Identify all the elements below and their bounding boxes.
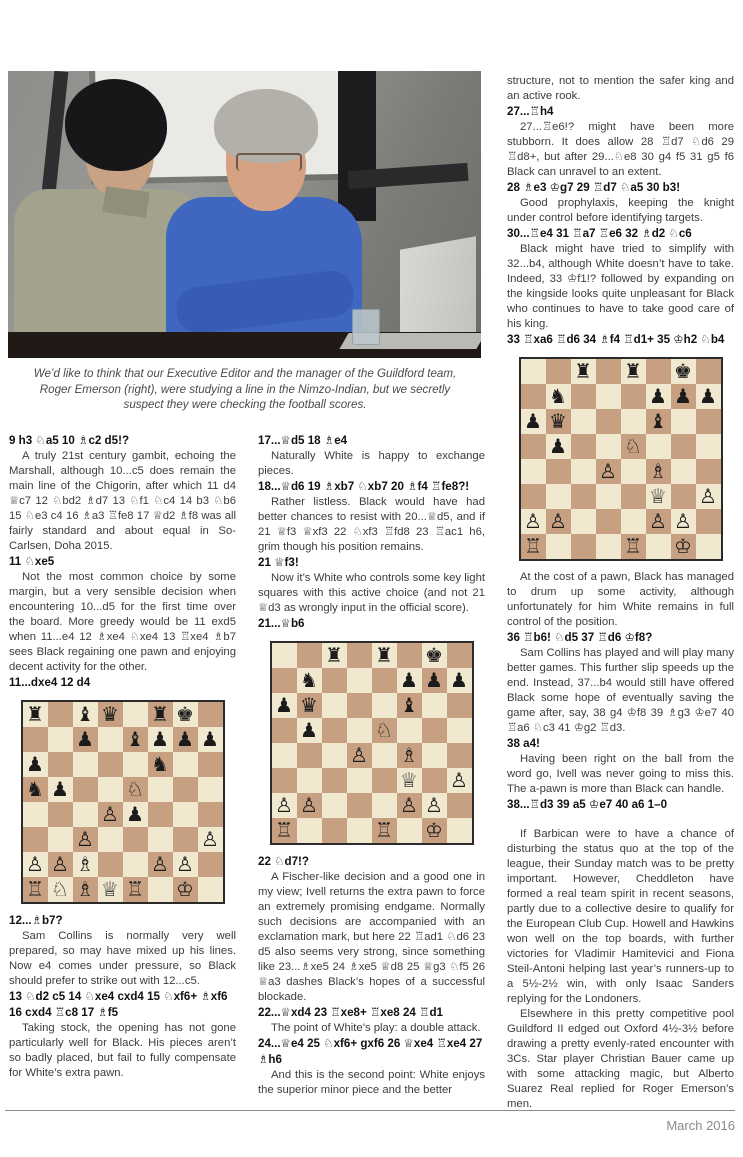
board-square: ♙ (73, 827, 98, 852)
commentary-paragraph: Elsewhere in this pretty competitive pool Guildford II edged out Oxford 4½-3½ before drawing a pretty evenly-rated encounter with 3Cs. Star player Christian Bauer came up with some attacking magic, but Alberto Suarez Real replied for Roger Emerson’s men. (507, 1008, 734, 1110)
left-man-hair (65, 79, 167, 171)
column-middle (258, 433, 485, 1098)
board-square (198, 777, 223, 802)
board-square (596, 484, 621, 509)
board-square: ♝ (646, 409, 671, 434)
right-man-hair (214, 89, 318, 163)
board-square (23, 827, 48, 852)
board-square: ♗ (646, 459, 671, 484)
board-square (546, 459, 571, 484)
board-square: ♙ (696, 484, 721, 509)
board-square: ♟ (48, 777, 73, 802)
board-square: ♙ (297, 793, 322, 818)
board-square (272, 743, 297, 768)
commentary-paragraph: Naturally White is happy to exchange pieces. (258, 450, 485, 477)
commentary-paragraph: Good prophylaxis, keeping the knight under control before identifying targets. (507, 197, 734, 224)
move-line: 21 ♕f3! (258, 556, 299, 569)
board-square: ♚ (671, 359, 696, 384)
move-line: 21...♕b6 (258, 617, 305, 630)
board-square (322, 818, 347, 843)
board-square: ♙ (98, 802, 123, 827)
board-square: ♟ (546, 434, 571, 459)
board-square: ♟ (447, 668, 472, 693)
board-square (297, 768, 322, 793)
board-square (98, 777, 123, 802)
commentary-paragraph: And this is the second point: White enjoys the superior minor piece and the better (258, 1069, 485, 1096)
move-line: 24...♕e4 25 ♘xf6+ gxf6 26 ♕xe4 ♖xe4 27 ♗h6 (258, 1037, 483, 1066)
board-square (48, 727, 73, 752)
board-square (73, 777, 98, 802)
footer-divider (5, 1110, 735, 1111)
board-square (98, 852, 123, 877)
board-square (422, 743, 447, 768)
board-square: ♙ (198, 827, 223, 852)
board-square (372, 768, 397, 793)
chess-diagram (21, 700, 225, 904)
board-square (571, 409, 596, 434)
board-square (671, 459, 696, 484)
board-square (596, 509, 621, 534)
board-square (48, 827, 73, 852)
board-square (372, 743, 397, 768)
board-square: ♔ (173, 877, 198, 902)
board-square (173, 777, 198, 802)
move-line: 11...dxe4 12 d4 (9, 676, 91, 689)
board-square: ♙ (646, 509, 671, 534)
commentary-paragraph: 27...♖e6!? might have been more stubborn. It does allow 28 ♖d7 ♘d6 29 ♖d8+, but after 29...♘e8 30 g4 f5 31 g5 f6 Black can unravel to an extent. (507, 121, 734, 178)
board-square (521, 434, 546, 459)
board-square (322, 743, 347, 768)
board-square: ♟ (73, 727, 98, 752)
board-square: ♙ (521, 509, 546, 534)
board-square (596, 359, 621, 384)
board-square (347, 693, 372, 718)
board-square: ♚ (173, 702, 198, 727)
board-square (272, 643, 297, 668)
board-square: ♞ (297, 668, 322, 693)
board-square: ♟ (123, 802, 148, 827)
board-square (447, 718, 472, 743)
move-line: 9 h3 ♘a5 10 ♗c2 d5!? (9, 434, 130, 447)
board-square: ♙ (272, 793, 297, 818)
board-square (397, 718, 422, 743)
board-square: ♝ (123, 727, 148, 752)
board-square (123, 702, 148, 727)
board-square (123, 852, 148, 877)
water-glass (352, 309, 380, 345)
board-square (671, 409, 696, 434)
board-square: ♟ (397, 668, 422, 693)
board-square (73, 752, 98, 777)
board-square: ♝ (73, 702, 98, 727)
column-right (507, 74, 734, 1112)
commentary-paragraph: Having been right on the ball from the word go, Ivell was never going to miss this. The a-pawn is more than Black can handle. (507, 753, 734, 795)
board-square: ♙ (23, 852, 48, 877)
board-square (198, 877, 223, 902)
board-square (148, 877, 173, 902)
board-square (347, 818, 372, 843)
commentary-paragraph: Rather listless. Black would have had better chances to resist with 20...♕d5, and if 21 ♕f3 ♕xf3 22 ♘xf3 ♖fd8 23 ♖ac1 h6, grim though his position remains. (258, 496, 485, 553)
board-square (447, 818, 472, 843)
board-square (422, 693, 447, 718)
board-square (322, 768, 347, 793)
move-line: 30...♖e4 31 ♖a7 ♖e6 32 ♗d2 ♘c6 (507, 227, 692, 240)
board-square (48, 802, 73, 827)
board-square: ♟ (521, 409, 546, 434)
move-line: 33 ♖xa6 ♖d6 34 ♗f4 ♖d1+ 35 ♔h2 ♘b4 (507, 333, 725, 346)
board-square: ♖ (521, 534, 546, 559)
section-gap (507, 813, 734, 827)
board-square (347, 768, 372, 793)
board-square: ♔ (422, 818, 447, 843)
board-square: ♟ (272, 693, 297, 718)
board-square (621, 484, 646, 509)
board-square (546, 484, 571, 509)
board-square (696, 359, 721, 384)
column-left (9, 433, 236, 1081)
board-square (521, 484, 546, 509)
commentary-paragraph: A truly 21st century gambit, echoing the Marshall, although 10...c5 does remain the main line of the Chigorin, after which 11 d4 ♕c7 12 ♘bd2 ♗d7 13 ♘f1 ♘c4 14 b3 ♘b6 15 ♘e3 c4 16 ♗a3 ♖fe8 17 ♕d2 ♗f8 was all fairly standard and about equal in So-Carlsen, Doha 2015. (9, 450, 236, 552)
board-square (48, 702, 73, 727)
board-square (98, 727, 123, 752)
board-square: ♖ (372, 818, 397, 843)
photo-caption: We’d like to think that our Executive Editor and the manager of the Guildford team, Roger Emerson (right), were studying a line in the Nimzo-Indian, but we secretly suspect they were checking the football scores. (33, 367, 457, 411)
board-square: ♜ (571, 359, 596, 384)
board-square (372, 668, 397, 693)
board-square (646, 359, 671, 384)
commentary-paragraph: Sam Collins has played and will play many better games. This further slip speeds up the end. Instead, 37...b4 would still have offered Black some hope of eventually saving the game after, say, 38 g4 ♔f8 39 ♗g3 ♔e7 40 ♖a6 ♘c3 41 ♔g2 ♖d3. (507, 647, 734, 734)
board-square (322, 793, 347, 818)
board-square: ♟ (696, 384, 721, 409)
board-square (621, 384, 646, 409)
board-square (571, 484, 596, 509)
board-square (272, 718, 297, 743)
board-square: ♘ (621, 434, 646, 459)
laptop (400, 236, 476, 345)
board-square (123, 752, 148, 777)
board-square: ♙ (671, 509, 696, 534)
right-man-glasses (236, 153, 302, 171)
board-square (621, 509, 646, 534)
board-square (621, 409, 646, 434)
move-line: 22 ♘d7!? (258, 855, 309, 868)
board-square (148, 802, 173, 827)
board-square (198, 702, 223, 727)
board-square (372, 793, 397, 818)
commentary-paragraph: Not the most common choice by some margin, but a very sensible decision when encountering 10...d5 for the first time over the board. More greedy would be 11 exd5 when 11...e4 12 ♗xe4 ♘xe4 13 ♖xe4 ♗b7 sees Black regaining one pawn and enjoying decent activity for the other. (9, 571, 236, 673)
board-square: ♞ (148, 752, 173, 777)
board-square (671, 434, 696, 459)
board-square (621, 459, 646, 484)
commentary-paragraph: Taking stock, the opening has not gone particularly well for Black. His pieces aren’t so badly placed, but fail to fully compensate for White’s extra pawn. (9, 1022, 236, 1079)
move-line: 36 ♖b6! ♘d5 37 ♖d6 ♔f8? (507, 631, 653, 644)
board-square: ♞ (23, 777, 48, 802)
board-square (546, 534, 571, 559)
board-square: ♟ (297, 718, 322, 743)
board-square (696, 409, 721, 434)
board-square (173, 752, 198, 777)
board-square: ♛ (546, 409, 571, 434)
board-square (521, 359, 546, 384)
board-square: ♛ (297, 693, 322, 718)
board-square (347, 718, 372, 743)
board-square: ♝ (397, 693, 422, 718)
board-square: ♟ (23, 752, 48, 777)
board-square (23, 802, 48, 827)
board-square (347, 643, 372, 668)
board-square: ♖ (23, 877, 48, 902)
board-square: ♜ (322, 643, 347, 668)
board-square (322, 693, 347, 718)
board-square (23, 727, 48, 752)
footer-date: March 2016 (666, 1118, 735, 1133)
board-square (198, 802, 223, 827)
board-square (646, 534, 671, 559)
board-square: ♕ (646, 484, 671, 509)
board-square (173, 802, 198, 827)
commentary-paragraph: Sam Collins is normally very well prepared, so may have mixed up his lines. Now e4 comes under pressure, so Black should prefer to strike out with 12...c5. (9, 930, 236, 987)
board-square (173, 827, 198, 852)
board-square (447, 793, 472, 818)
move-line: 18...♕d6 19 ♗xb7 ♘xb7 20 ♗f4 ♖fe8?! (258, 480, 470, 493)
board-square (447, 743, 472, 768)
board-square: ♟ (173, 727, 198, 752)
board-square (447, 693, 472, 718)
board-square (422, 718, 447, 743)
commentary-paragraph: structure, not to mention the safer king and an active rook. (507, 75, 734, 102)
board-square: ♔ (671, 534, 696, 559)
board-square (98, 752, 123, 777)
board-square: ♜ (148, 702, 173, 727)
commentary-paragraph: If Barbican were to have a chance of disturbing the status quo at the top of the league, their Sunday match was to be pretty important. However, Cheddleton have formed a real team spirit in recent seasons, partly due to a collective desire to qualify for the European Club Cup. Howell and Hawkins won well on the top boards, with further victories for Vladimir Hamitevici and Fiona Steil-Antoni helping last year’s runners-up to a 5½-2½ win, with only Isaac Sanders replying for the Londoners. (507, 828, 734, 1005)
board-square (397, 643, 422, 668)
board-square (571, 434, 596, 459)
board-square: ♟ (148, 727, 173, 752)
board-square: ♟ (671, 384, 696, 409)
board-square (322, 718, 347, 743)
move-line: 27...♖h4 (507, 105, 554, 118)
board-square: ♙ (148, 852, 173, 877)
board-square (297, 818, 322, 843)
board-square: ♟ (198, 727, 223, 752)
board-square (671, 484, 696, 509)
board-square: ♙ (447, 768, 472, 793)
board-square (322, 668, 347, 693)
move-line: 12...♗b7? (9, 914, 63, 927)
board-square: ♗ (73, 852, 98, 877)
board-square (198, 752, 223, 777)
board-square (571, 534, 596, 559)
board-square: ♙ (48, 852, 73, 877)
dark-frame (338, 71, 376, 221)
board-square (48, 752, 73, 777)
move-line: 22...♕xd4 23 ♖xe8+ ♖xe8 24 ♖d1 (258, 1006, 443, 1019)
board-square (272, 668, 297, 693)
board-square (98, 827, 123, 852)
board-square: ♙ (347, 743, 372, 768)
board-square (447, 643, 472, 668)
board-square (521, 459, 546, 484)
board-square (696, 509, 721, 534)
commentary-paragraph: Black might have tried to simplify with 32...b4, although White doesn’t have to take. Indeed, 33 ♔f1!? followed by expanding on the kingside looks quite unpleasant for Black who continues to have to take good care of his king. (507, 243, 734, 330)
commentary-paragraph: Now it’s White who controls some key light squares with this active choice (and not 21 ♕d3 as wrongly input in the official score). (258, 572, 485, 614)
commentary-paragraph: The point of White’s play: a double attack. (271, 1022, 481, 1034)
board-square: ♞ (546, 384, 571, 409)
chess-diagram (270, 641, 474, 845)
board-square: ♙ (422, 793, 447, 818)
board-square: ♙ (397, 793, 422, 818)
board-square (596, 434, 621, 459)
board-square (696, 534, 721, 559)
board-square: ♙ (173, 852, 198, 877)
board-square: ♗ (397, 743, 422, 768)
board-square (696, 434, 721, 459)
board-square (297, 743, 322, 768)
board-square: ♖ (621, 534, 646, 559)
board-square: ♕ (397, 768, 422, 793)
board-square: ♜ (621, 359, 646, 384)
move-line: 13 ♘d2 c5 14 ♘xe4 cxd4 15 ♘xf6+ ♗xf6 16 cxd4 ♖c8 17 ♗f5 (9, 990, 228, 1019)
board-square: ♙ (596, 459, 621, 484)
board-square (571, 384, 596, 409)
board-square (297, 643, 322, 668)
board-square (596, 384, 621, 409)
board-square: ♜ (372, 643, 397, 668)
board-square: ♛ (98, 702, 123, 727)
board-square (571, 459, 596, 484)
board-square (646, 434, 671, 459)
board-square (397, 818, 422, 843)
board-square (521, 384, 546, 409)
board-square (73, 802, 98, 827)
board-square (148, 777, 173, 802)
move-line: 38 a4! (507, 737, 540, 750)
board-square (422, 768, 447, 793)
move-line: 11 ♘xe5 (9, 555, 55, 568)
board-square (123, 827, 148, 852)
board-square: ♗ (73, 877, 98, 902)
board-square (546, 359, 571, 384)
board-square: ♙ (546, 509, 571, 534)
move-line: 38...♖d3 39 a5 ♔e7 40 a6 1–0 (507, 798, 668, 811)
board-square (571, 509, 596, 534)
board-square: ♘ (48, 877, 73, 902)
board-square: ♟ (422, 668, 447, 693)
board-square: ♖ (123, 877, 148, 902)
board-square (596, 409, 621, 434)
board-square (347, 668, 372, 693)
chess-diagram (519, 357, 723, 561)
board-square: ♖ (272, 818, 297, 843)
board-square: ♘ (372, 718, 397, 743)
commentary-paragraph: A Fischer-like decision and a good one in my view; Ivell returns the extra pawn to force an extremely promising endgame. Normally such decisions are accompanied with an exclamation mark, but here 22 ♖ad1 ♘d6 23 d5 also seems very strong, since something like 23...♗xe5 24 ♗xe5 ♕d8 25 ♕g3 ♘f5 26 ♕a3 dashes Black’s hopes of a successful blockade. (258, 871, 485, 1003)
board-square: ♚ (422, 643, 447, 668)
board-square (347, 793, 372, 818)
move-line: 17...♕d5 18 ♗e4 (258, 434, 348, 447)
photo-two-men-laptop (8, 71, 481, 358)
board-square (596, 534, 621, 559)
board-square: ♟ (646, 384, 671, 409)
board-square (272, 768, 297, 793)
board-square: ♘ (123, 777, 148, 802)
board-square: ♜ (23, 702, 48, 727)
board-square (696, 459, 721, 484)
board-square: ♕ (98, 877, 123, 902)
board-square (148, 827, 173, 852)
board-square (198, 852, 223, 877)
commentary-paragraph: At the cost of a pawn, Black has managed to drum up some activity, although unfortunately for him White remains in full control of the position. (507, 571, 734, 628)
board-square (372, 693, 397, 718)
move-line: 28 ♗e3 ♔g7 29 ♖d7 ♘a5 30 b3! (507, 181, 681, 194)
